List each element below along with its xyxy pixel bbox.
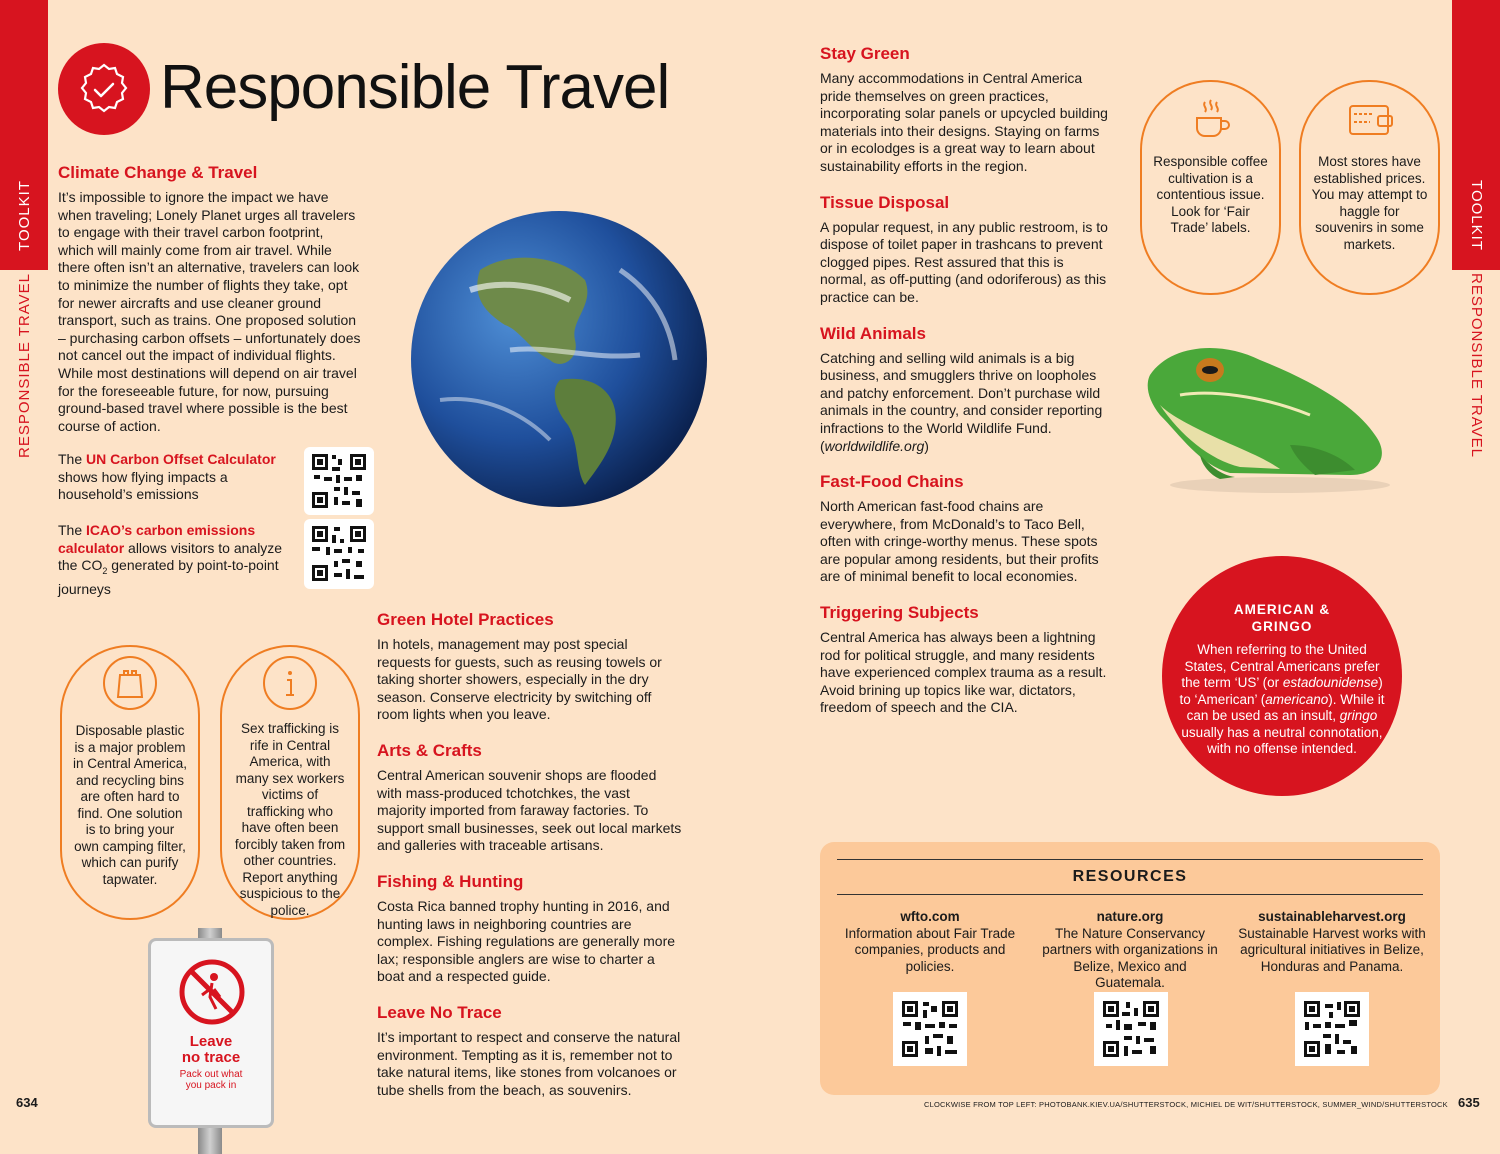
worldwildlife-link[interactable]: worldwildlife.org: [824, 437, 925, 454]
tissue-disposal-section: [820, 193, 1110, 307]
resource-desc-nature: The Nature Conservancy partners with organizations in Belize, Mexico and Guatemala.: [1042, 925, 1218, 990]
resource-item-nature: [1038, 909, 1222, 992]
arts-crafts-body: Central American souvenir shops are flooded with mass-produced tchotchkes, the vast majority imported from faraway factories. To support small businesses, seek out local markets and galleries with traceable artisans.: [377, 766, 682, 854]
stay-green-body: Many accommodations in Central America pride themselves on green practices, incorporating solar panels or upcycled building materials into their designs. Staying on farms or in ecolodges is a great way to learn about sustainability efforts in the region.: [820, 70, 1108, 174]
resources-rule-bottom: [837, 894, 1423, 895]
un-calculator-link[interactable]: UN Carbon Offset Calculator: [86, 451, 276, 467]
fishing-hunting-heading: Fishing & Hunting: [377, 871, 524, 891]
fast-food-heading: Fast-Food Chains: [820, 472, 964, 492]
resources-rule-top: [837, 859, 1423, 860]
right-text-column: [820, 44, 1110, 717]
qr-code-wfto[interactable]: [893, 992, 967, 1066]
icao-prefix: The: [58, 522, 87, 538]
right-tab-section: [1452, 270, 1500, 460]
responsible-badge-icon: [58, 43, 150, 135]
gringo-text-5: ). While it can be used as an insult,: [1186, 691, 1385, 723]
photo-credits: CLOCKWISE FROM TOP LEFT: PHOTOBANK.KIEV.UA/SHUTTERSTOCK, MICHIEL DE WIT/SHUTTERSTOCK, SUMMER_WIND/SHUTTERSTOCK: [924, 1100, 1448, 1109]
coffee-info-pill: [1140, 80, 1281, 295]
left-tab-section-label: RESPONSIBLE TRAVEL: [15, 272, 33, 458]
qr-code-un[interactable]: [304, 447, 374, 515]
plastic-info-pill: [60, 645, 200, 920]
qr-code-nature[interactable]: [1094, 992, 1168, 1066]
green-hotel-section: [377, 610, 682, 724]
leave-no-trace-section: [377, 1003, 682, 1099]
gringo-body: [1179, 642, 1385, 758]
climate-body: It’s impossible to ignore the impact we have when traveling; Lonely Planet urges all travelers to engage with their travel carbon footprint, which will mainly come from air travel. While there often isn’t an alternative, travelers can look to minimize the number of flights they take, opt for newer aircrafts and use cleaner ground transport, such as trains. One proposed solution – purchasing carbon offsets – unfortunately does not cancel out the impact of individual flights. While most destinations will depend on air travel for the foreseeable future, for now, pursuing ground-based travel where possible is the best course of action.: [58, 189, 361, 434]
resource-title-sustainable-harvest[interactable]: sustainableharvest.org: [1258, 909, 1406, 924]
page-number-left: 634: [16, 1095, 38, 1110]
sign-text-pack-in: you pack in: [185, 1080, 237, 1091]
gringo-text-4: americano: [1265, 691, 1329, 707]
fishing-hunting-section: [377, 872, 682, 986]
no-littering-icon: [179, 959, 245, 1025]
tissue-disposal-heading: Tissue Disposal: [820, 192, 950, 212]
resource-title-wfto[interactable]: wfto.com: [900, 909, 960, 924]
earth-globe-image: [410, 210, 708, 508]
leave-no-trace-body: It’s important to respect and conserve the natural environment. Tempting as it is, remember not to take natural items, like stones from volcanoes or tube shells from the beach, as souvenirs.: [377, 1028, 681, 1098]
icao-suffix-a: allows visitors to analyze the CO: [58, 539, 283, 574]
triggering-subjects-section: [820, 603, 1110, 717]
wallet-icon: [1342, 92, 1398, 148]
green-hotel-body: In hotels, management may post special requests for guests, such as reusing towels or taking shorter showers, especially in the dry season. Conserve electricity by switching off room lights when you leave.: [377, 636, 662, 723]
info-icon: [262, 655, 318, 711]
qr-code-sustainable-harvest[interactable]: [1295, 992, 1369, 1066]
fishing-hunting-body: Costa Rica banned trophy hunting in 2016, and hunting laws in neighboring countries are complex. Fishing regulations are generally more lax; responsible anglers are wise to charter a boat and a respected guide.: [377, 897, 676, 985]
prices-info-pill: [1299, 80, 1440, 295]
page-number-right: 635: [1458, 1095, 1480, 1110]
middle-column: [377, 610, 682, 1099]
gringo-text-7: usually has a neutral connotation, with no offense intended.: [1181, 724, 1383, 756]
right-tab-toolkit-label: TOOLKIT: [1467, 179, 1485, 251]
resources-heading: RESOURCES: [1072, 868, 1188, 885]
coffee-info-text: Responsible coffee cultivation is a contentious issue. Look for ‘Fair Trade’ labels.: [1153, 154, 1268, 235]
un-prefix: The: [58, 451, 87, 467]
american-gringo-callout: [1162, 556, 1402, 796]
icao-calculator-note: [58, 522, 298, 598]
icao-calculator-link[interactable]: ICAO’s carbon emissions calculator: [58, 522, 256, 556]
gringo-text-1: When referring to the United States, Central Americans prefer the term ‘US’ (or: [1181, 642, 1380, 690]
gringo-text-2: estadounidense: [1282, 675, 1379, 690]
co2-subscript: 2: [102, 565, 108, 576]
fast-food-body: North American fast-food chains are everywhere, from McDonald’s to Taco Bell, often with cringe-worthy menus. These spots are popular among residents, but their profits are of minimal benefit to local economies.: [820, 498, 1099, 585]
left-tab-toolkit: [0, 160, 48, 270]
arts-crafts-heading: Arts & Crafts: [377, 740, 482, 760]
tree-frog-image: [1140, 335, 1410, 495]
trafficking-info-pill: [220, 645, 360, 920]
shopping-bag-icon: [102, 655, 158, 711]
page-title: Responsible Travel: [160, 53, 670, 122]
trafficking-info-text: Sex trafficking is rife in Central America, with many sex workers victims of trafficking who have often been forcibly taken from other countries. Report anything suspicious to the police.: [234, 721, 346, 918]
stay-green-section: [820, 44, 1110, 176]
resource-desc-wfto: Information about Fair Trade companies, products and policies.: [844, 925, 1016, 974]
green-hotel-heading: Green Hotel Practices: [377, 610, 554, 629]
climate-section: [58, 163, 363, 435]
coffee-cup-icon: [1183, 90, 1239, 146]
resource-desc-sustainable-harvest: Sustainable Harvest works with agricultural initiatives in Belize, Honduras and Panama.: [1238, 925, 1426, 974]
un-calculator-note: [58, 451, 288, 504]
wild-animals-text: Catching and selling wild animals is a big business, and smugglers thrive on loopholes and patchy enforcement. Don’t purchase wild animals in the country, and consider reporting infractions to the World Wildlife Fund.: [820, 349, 1103, 436]
sign-text-no-trace: no trace: [181, 1049, 241, 1066]
un-suffix: shows how flying impacts a household’s emissions: [58, 468, 228, 503]
wild-animals-section: [820, 324, 1110, 456]
wild-animals-heading: Wild Animals: [820, 323, 926, 343]
resource-title-nature[interactable]: nature.org: [1096, 909, 1164, 924]
resource-item-sustainable-harvest: [1234, 909, 1430, 975]
right-tab-toolkit: [1452, 160, 1500, 270]
fast-food-section: [820, 472, 1110, 586]
sign-text-pack-out: Pack out what: [179, 1069, 243, 1080]
triggering-subjects-body: Central America has always been a lightning rod for political struggle, and many residents have experienced complex trauma as a result. Avoid brining up topics like war, dictators, freedom of speech and the CIA.: [820, 629, 1107, 716]
icao-suffix-b: generated by point-to-point journeys: [58, 557, 279, 597]
stay-green-heading: Stay Green: [820, 44, 910, 63]
gringo-text-6: gringo: [1339, 708, 1378, 723]
qr-code-icao[interactable]: [304, 519, 374, 589]
gringo-title: AMERICAN & GRINGO: [1233, 602, 1331, 634]
climate-heading: Climate Change & Travel: [58, 163, 258, 182]
triggering-subjects-heading: Triggering Subjects: [820, 603, 979, 623]
tissue-disposal-body: A popular request, in any public restroom, is to dispose of toilet paper in trashcans to prevent clogged pipes. Rest assured that this is normal, as off-putting (and odoriferous) as this practice can be.: [820, 218, 1108, 305]
leave-no-trace-sign: [148, 938, 274, 1128]
resource-item-wfto: [838, 909, 1022, 975]
resources-panel: [820, 842, 1440, 1095]
sign-text-leave: Leave: [189, 1033, 233, 1050]
prices-info-text: Most stores have established prices. You may attempt to haggle for souvenirs in some markets.: [1311, 154, 1428, 252]
right-tab-section-label: RESPONSIBLE TRAVEL: [1467, 272, 1485, 458]
plastic-info-text: Disposable plastic is a major problem in Central America, and recycling bins are often hard to find. One solution is to bring your own camping filter, which can purify tapwater.: [72, 723, 188, 887]
leave-no-trace-heading: Leave No Trace: [377, 1002, 502, 1022]
wild-animals-body: Catching and selling wild animals is a big business, and smugglers thrive on loopholes and patchy enforcement. Don’t purchase wild animals in the country, and consider reporting infractions to the World Wildlife Fund. (worldwildlife.org): [820, 349, 1103, 454]
arts-crafts-section: [377, 741, 682, 855]
gringo-text-3: ) to ‘American’ (: [1179, 675, 1383, 707]
left-tab-section: [0, 270, 48, 460]
left-tab-toolkit-label: TOOLKIT: [15, 179, 33, 251]
